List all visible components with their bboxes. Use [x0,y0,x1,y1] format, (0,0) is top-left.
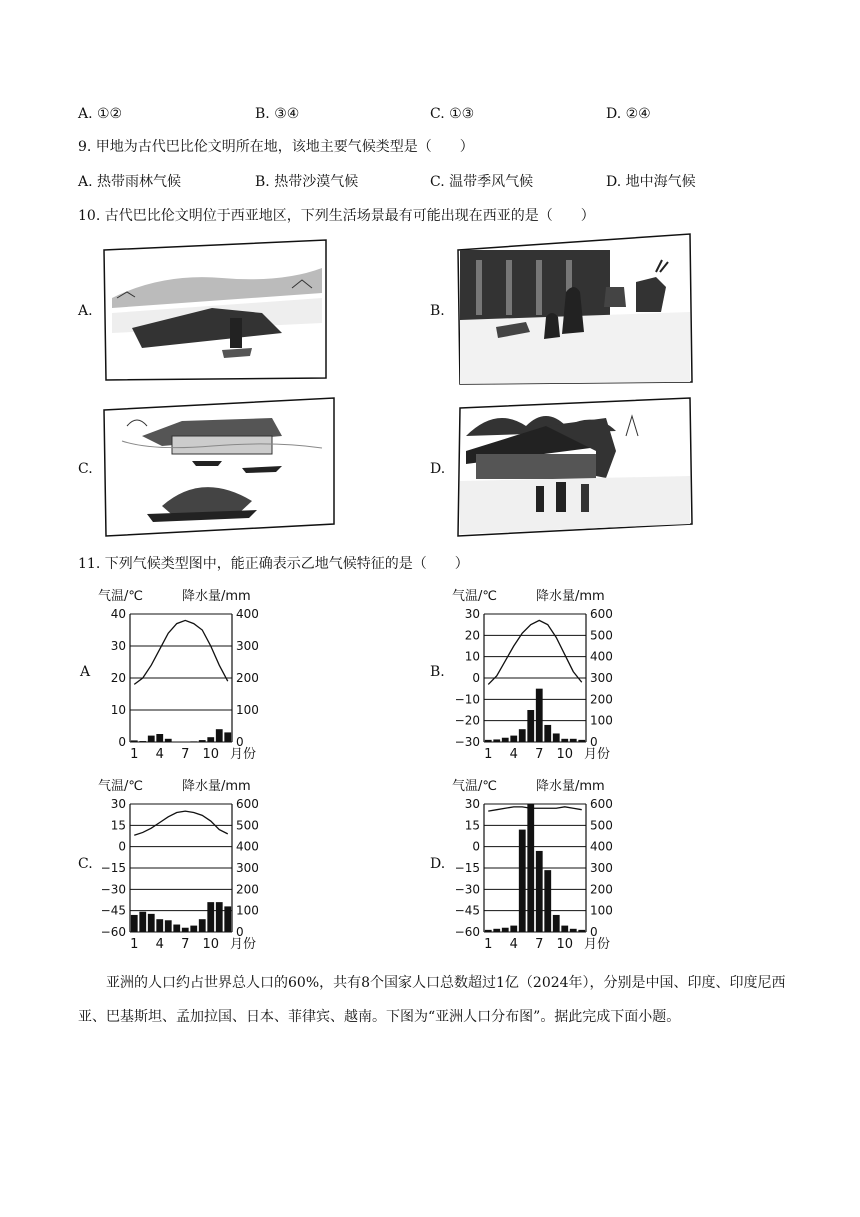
precip-tick-label: 500 [236,818,259,833]
temp-tick-label: −60 [454,925,480,939]
precip-tick-label: 0 [590,925,598,939]
q8-option-a: A. ①② [78,106,123,122]
precip-bar [493,739,500,742]
precip-bar [139,741,146,742]
precip-tick-label: 600 [236,797,259,811]
month-tick-label: 7 [535,747,544,762]
month-tick-label: 4 [509,937,518,952]
precip-tick-label: 500 [590,628,613,643]
precip-axis-title: 降水量/mm [182,589,251,604]
temp-tick-label: 30 [110,797,126,811]
precip-bar [510,926,517,932]
month-tick-label: 4 [155,747,164,762]
precip-bar [493,929,500,932]
month-tick-label: 4 [509,747,518,762]
q11-label-b: B. [430,664,445,680]
temp-tick-label: −15 [100,861,126,875]
precip-bar [165,739,172,742]
precip-bar [502,928,509,932]
month-tick-label: 7 [535,937,544,952]
precip-bar [165,920,172,932]
month-tick-label: 7 [181,937,190,952]
precip-bar [561,739,568,742]
precip-tick-label: 600 [590,607,613,621]
precip-bar [527,710,534,742]
precip-tick-label: 100 [590,903,613,918]
precip-bar [156,919,163,932]
temp-tick-label: −60 [100,925,126,939]
temp-tick-label: 0 [118,839,126,854]
precip-bar [485,930,492,932]
temp-tick-label: 30 [464,607,480,621]
precip-bar [182,928,189,932]
precip-bar [570,739,577,742]
precip-tick-label: 0 [236,925,244,939]
precip-tick-label: 300 [236,861,259,875]
precip-bar [519,830,526,932]
precip-bar [190,926,197,932]
precip-tick-label: 100 [590,713,613,728]
temp-tick-label: −20 [454,713,480,728]
precip-bar [207,737,214,742]
precip-bar [485,740,492,742]
precip-tick-label: 200 [236,671,259,685]
precip-tick-label: 600 [590,797,613,811]
precip-bar [207,902,214,932]
precip-tick-label: 400 [236,839,259,854]
q11-label-a: A [80,664,91,680]
precip-bar [519,729,526,742]
temp-tick-label: 10 [464,649,480,664]
temperature-line [488,620,582,684]
temp-tick-label: −10 [454,692,480,707]
q11-label-d: D. [430,856,446,872]
climate-chart-a [96,582,296,762]
month-tick-label: 10 [202,937,220,952]
scene-image-d [456,396,694,538]
precip-bar [502,738,509,742]
q10-label-c: C. [78,461,93,477]
precip-bar [578,740,585,742]
precip-tick-label: 100 [236,903,259,918]
month-tick-label: 1 [130,747,139,762]
precip-bar [216,729,223,742]
precip-bar [553,915,560,932]
temp-tick-label: −45 [100,903,126,918]
q9-option-a: A. 热带雨林气候 [78,174,182,190]
month-axis-title: 月份 [230,937,257,952]
temp-tick-label: −45 [454,903,480,918]
precip-bar [173,925,180,932]
precip-axis-title: 降水量/mm [536,589,605,604]
temperature-line [134,620,228,684]
precip-tick-label: 0 [590,735,598,749]
month-tick-label: 4 [155,937,164,952]
precip-bar [190,741,197,742]
temp-tick-label: 15 [110,818,126,833]
temperature-line [488,807,582,811]
precip-tick-label: 400 [590,649,613,664]
precip-bar [544,725,551,742]
precip-bar [224,906,231,932]
precip-bar [199,919,206,932]
q8-option-b: B. ③④ [255,106,300,122]
precip-tick-label: 400 [236,607,259,621]
temp-tick-label: 30 [110,639,126,653]
q8-option-d: D. ②④ [606,106,651,122]
precip-bar [536,851,543,932]
temp-tick-label: 10 [110,703,126,717]
temp-tick-label: −15 [454,861,480,875]
precip-bar [131,740,138,742]
precip-bar [553,733,560,742]
precip-bar [527,804,534,932]
month-axis-title: 月份 [230,747,257,762]
precip-bar [510,736,517,742]
climate-chart-d [450,772,650,952]
precip-tick-label: 300 [590,861,613,875]
temp-tick-label: −30 [454,882,480,897]
q9-option-d: D. 地中海气候 [606,174,696,190]
temp-axis-title: 气温/℃ [452,779,497,794]
passage-text: 亚洲的人口约占世界总人口的60%，共有8个国家人口总数超过1亿（2024年），分别是中国、印度、印度尼西亚、巴基斯坦、孟加拉国、日本、菲律宾、越南。下图为“亚洲人口分布图”。据此完成下面小题。 [78,975,786,1025]
temp-tick-label: 20 [110,671,126,685]
temp-tick-label: 0 [472,839,480,854]
temperature-line [134,811,228,835]
month-axis-title: 月份 [584,747,611,762]
precip-tick-label: 100 [236,703,259,717]
precip-axis-title: 降水量/mm [182,779,251,794]
precip-bar [139,912,146,932]
precip-tick-label: 200 [236,882,259,897]
precip-bar [216,902,223,932]
q9-option-c: C. 温带季风气候 [430,174,534,190]
q9-stem: 9. 甲地为古代巴比伦文明所在地，该地主要气候类型是（ ） [78,139,474,155]
q10-label-b: B. [430,303,445,319]
climate-chart-b [450,582,650,762]
precip-bar [148,736,155,742]
scene-image-b [456,232,696,386]
scene-image-c [102,396,336,538]
temp-tick-label: 0 [118,735,126,749]
precip-bar [131,915,138,932]
temp-tick-label: −30 [100,882,126,897]
q8-option-c: C. ①③ [430,106,475,122]
temp-tick-label: 30 [464,797,480,811]
precip-bar [570,929,577,932]
precip-bar [536,689,543,742]
temp-axis-title: 气温/℃ [98,779,143,794]
temp-tick-label: 40 [110,607,126,621]
month-tick-label: 10 [202,747,220,762]
precip-tick-label: 500 [590,818,613,833]
month-tick-label: 10 [556,937,574,952]
precip-tick-label: 400 [590,839,613,854]
month-axis-title: 月份 [584,937,611,952]
precip-bar [199,740,206,742]
q9-option-b: B. 热带沙漠气候 [255,174,359,190]
temp-axis-title: 气温/℃ [98,589,143,604]
q10-label-d: D. [430,461,446,477]
temp-axis-title: 气温/℃ [452,589,497,604]
q11-stem: 11. 下列气候类型图中，能正确表示乙地气候特征的是（ ） [78,556,469,572]
precip-bar [224,732,231,742]
precip-axis-title: 降水量/mm [536,779,605,794]
precip-tick-label: 300 [590,671,613,685]
month-tick-label: 10 [556,747,574,762]
month-tick-label: 1 [130,937,139,952]
month-tick-label: 1 [484,937,493,952]
precip-tick-label: 0 [236,735,244,749]
climate-chart-c [96,772,296,952]
q10-stem: 10. 古代巴比伦文明位于西亚地区，下列生活场景最有可能出现在西亚的是（ ） [78,208,595,224]
precip-bar [561,926,568,932]
precip-bar [156,734,163,742]
temp-tick-label: 0 [472,671,480,685]
temp-tick-label: 15 [464,818,480,833]
q10-label-a: A. [78,303,93,319]
temp-tick-label: −30 [454,735,480,749]
precip-tick-label: 300 [236,639,259,653]
temp-tick-label: 20 [464,628,480,643]
month-tick-label: 7 [181,747,190,762]
precip-bar [578,930,585,932]
scene-image-a [102,238,328,382]
precip-bar [544,870,551,932]
precip-bar [148,914,155,932]
month-tick-label: 1 [484,747,493,762]
precip-tick-label: 200 [590,882,613,897]
q11-label-c: C. [78,856,93,872]
precip-tick-label: 200 [590,692,613,707]
